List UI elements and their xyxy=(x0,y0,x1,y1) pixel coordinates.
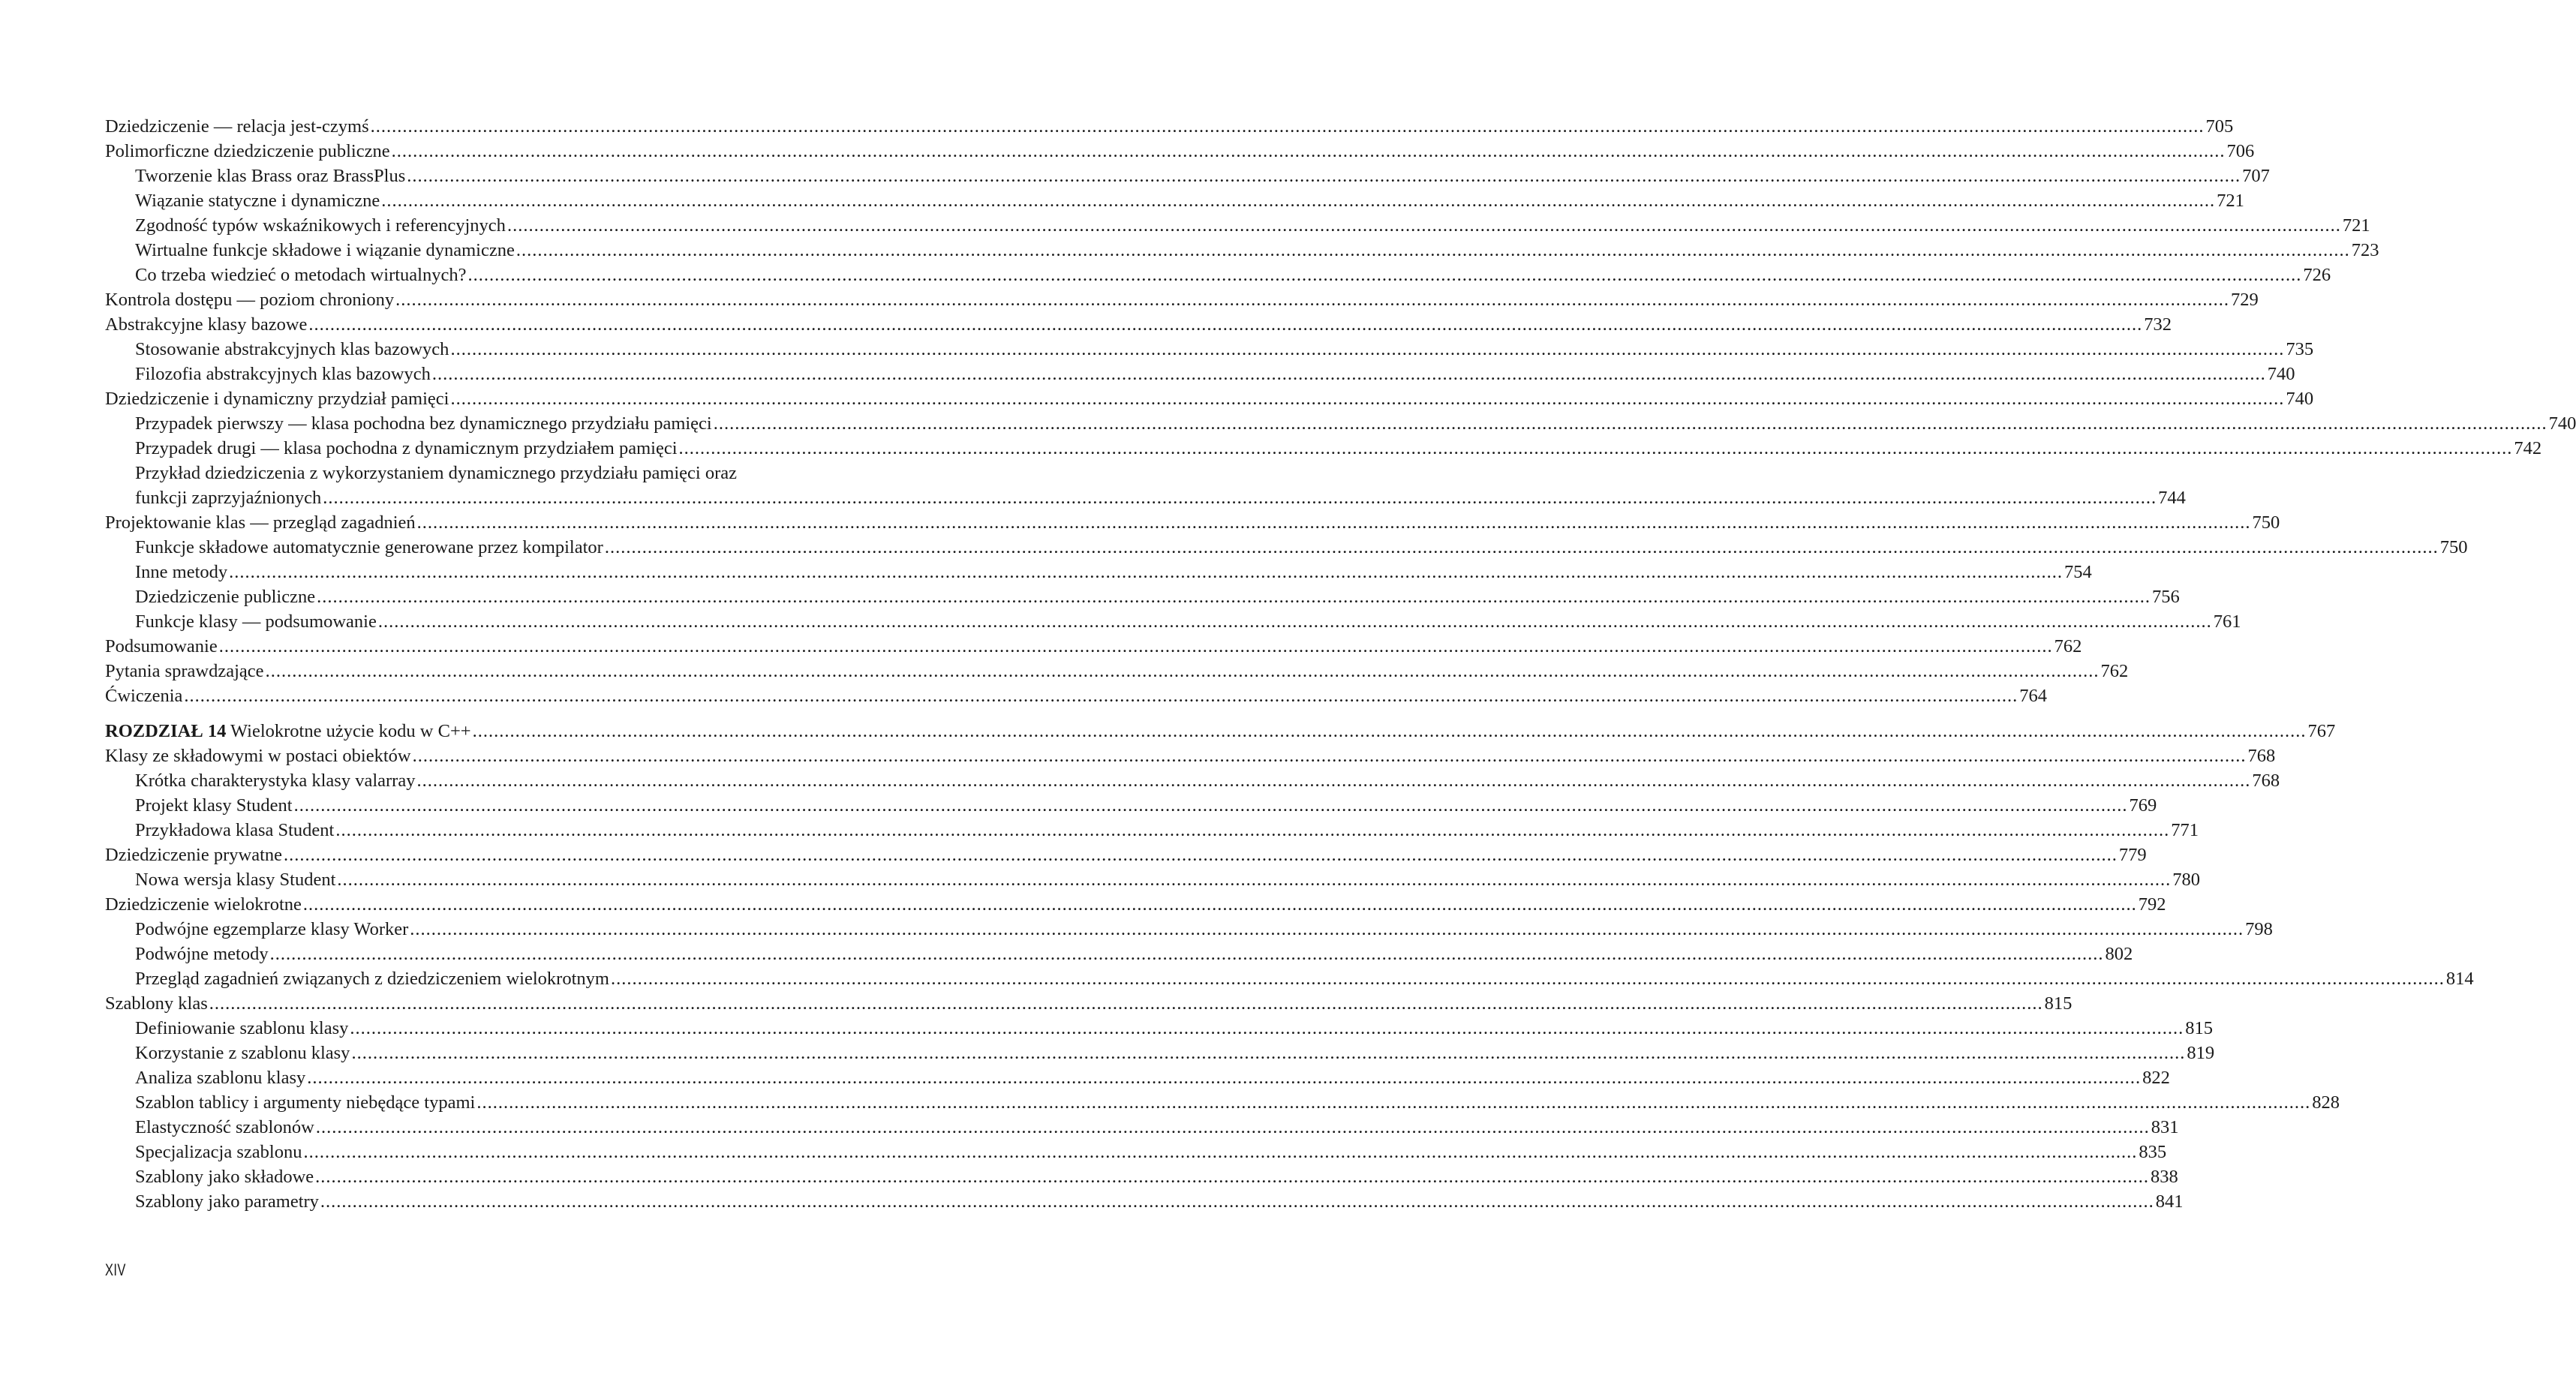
dot-leader xyxy=(323,485,2157,510)
dot-leader xyxy=(468,263,2302,287)
page-number-folio: XIV xyxy=(105,1260,126,1279)
toc-page-number: 841 xyxy=(2155,1191,2184,1212)
toc-entry xyxy=(105,510,2280,535)
toc-page-number: 732 xyxy=(2144,314,2172,335)
toc-subentry xyxy=(105,188,2244,213)
toc-subentry xyxy=(105,164,2270,188)
toc-entry-title: Klasy ze składowymi w postaci obiektów xyxy=(105,746,411,766)
toc-page-number: 814 xyxy=(2445,969,2474,989)
toc-page-number: 831 xyxy=(2151,1117,2179,1137)
toc-entry-title: Przykładowa klasa Student xyxy=(135,820,335,840)
dot-leader xyxy=(432,362,2266,386)
toc-subentry xyxy=(105,485,2186,510)
toc-entry-title: Przypadek pierwszy — klasa pochodna bez dynamicznego przydziału pamięci xyxy=(135,413,712,434)
toc-entry-title: Szablony klas xyxy=(105,993,208,1014)
dot-leader xyxy=(410,917,2244,942)
dot-leader xyxy=(303,1140,2137,1164)
toc-entry-title: Zgodność typów wskaźnikowych i referencyjnych xyxy=(135,215,506,236)
toc-subentry xyxy=(105,560,2092,584)
toc-subentry xyxy=(105,793,2157,818)
toc-page-number: 721 xyxy=(2342,215,2370,236)
toc-page-number: 762 xyxy=(2100,661,2129,681)
toc-page-number: 835 xyxy=(2139,1142,2167,1162)
toc-entry-title: Ćwiczenia xyxy=(105,686,183,706)
dot-leader xyxy=(266,659,2100,683)
toc-page-number: 761 xyxy=(2213,611,2241,632)
dot-leader xyxy=(450,386,2284,411)
toc-subentry xyxy=(105,213,2370,238)
toc-subentry xyxy=(105,535,2468,560)
toc-chapter-entry xyxy=(105,719,2336,744)
toc-subentry xyxy=(105,337,2314,362)
toc-page-number: 750 xyxy=(2252,512,2280,533)
toc-entry-title: Dziedziczenie prywatne xyxy=(105,845,283,865)
dot-leader xyxy=(407,164,2241,188)
toc-entry xyxy=(105,634,2082,659)
toc-page-number: 819 xyxy=(2187,1043,2215,1063)
toc-subentry xyxy=(105,1140,2167,1164)
toc-entry xyxy=(105,843,2147,867)
toc-page-number: 705 xyxy=(2205,116,2234,137)
toc-entry xyxy=(105,287,2259,312)
dot-leader xyxy=(416,768,2250,793)
toc-subentry xyxy=(105,238,2379,263)
toc-page-number: 768 xyxy=(2252,771,2280,791)
toc-entry xyxy=(105,683,2048,708)
dot-leader xyxy=(351,1041,2185,1065)
toc-subentry xyxy=(105,263,2331,287)
toc-page-number: 838 xyxy=(2151,1167,2178,1187)
toc-subentry xyxy=(105,917,2273,942)
toc-page-number: 740 xyxy=(2267,364,2295,384)
toc-entry-title: Stosowanie abstrakcyjnych klas bazowych xyxy=(135,339,449,359)
dot-leader xyxy=(316,1115,2150,1140)
dot-leader xyxy=(381,188,2215,213)
toc-page-number: 764 xyxy=(2019,686,2048,706)
toc-subentry xyxy=(105,1016,2214,1041)
toc-entry-title: Funkcje klasy — podsumowanie xyxy=(135,611,377,632)
toc-page-number: 729 xyxy=(2231,290,2259,310)
dot-leader xyxy=(473,719,2307,744)
toc-entry-title: Projektowanie klas — przegląd zagadnień xyxy=(105,512,416,533)
dot-leader xyxy=(417,510,2251,535)
toc-entry-title: Funkcje składowe automatycznie generowane przez kompilator xyxy=(135,537,603,557)
toc-page-number: 707 xyxy=(2242,166,2270,186)
toc-subentry xyxy=(105,411,2576,436)
toc-entry-title: Co trzeba wiedzieć o metodach wirtualnych? xyxy=(135,265,467,285)
dot-leader xyxy=(413,744,2247,768)
toc-entry xyxy=(105,139,2255,164)
toc-entry-title: Dziedziczenie i dynamiczny przydział pamięci xyxy=(105,389,449,409)
dot-leader xyxy=(450,337,2284,362)
toc-entry-title: Inne metody xyxy=(135,562,228,582)
toc-entry-title: Filozofia abstrakcyjnych klas bazowych xyxy=(135,364,431,384)
toc-subentry xyxy=(105,1115,2179,1140)
toc-entry-title xyxy=(105,719,471,744)
dot-leader xyxy=(371,114,2205,139)
toc-subentry xyxy=(105,867,2201,892)
toc-page-number: 726 xyxy=(2303,265,2331,285)
toc-subentry xyxy=(105,362,2295,386)
toc-subentry xyxy=(105,1065,2170,1090)
toc-page-number: 828 xyxy=(2312,1092,2340,1113)
toc-entry-title: Polimorficzne dziedziczenie publiczne xyxy=(105,141,390,161)
toc-subentry xyxy=(105,768,2280,793)
dot-leader xyxy=(507,213,2341,238)
toc-entry-title: Projekt klasy Student xyxy=(135,795,293,816)
toc-page-number: 792 xyxy=(2138,894,2166,915)
dot-leader xyxy=(320,1189,2154,1214)
toc-entry-title: Tworzenie klas Brass oraz BrassPlus xyxy=(135,166,406,186)
toc-entry xyxy=(105,114,2234,139)
toc-entry-title: Dziedziczenie wielokrotne xyxy=(105,894,302,915)
toc-page-number: 754 xyxy=(2064,562,2092,582)
toc-subentry xyxy=(105,966,2474,991)
toc-entry xyxy=(105,744,2276,768)
toc-page-number: 767 xyxy=(2307,721,2336,741)
toc-entry-title: Szablony jako parametry xyxy=(135,1191,319,1212)
toc-page-number: 756 xyxy=(2151,587,2180,607)
toc-page-number: 742 xyxy=(2514,438,2542,458)
dot-leader xyxy=(679,436,2513,461)
toc-page-number: 769 xyxy=(2129,795,2157,816)
dot-leader xyxy=(307,1065,2141,1090)
toc-entry xyxy=(105,386,2314,411)
toc-page-number: 744 xyxy=(2158,488,2186,508)
dot-leader xyxy=(315,1164,2149,1189)
toc-entry-title: Szablon tablicy i argumenty niebędące typami xyxy=(135,1092,476,1113)
toc-entry-title: Specjalizacja szablonu xyxy=(135,1142,302,1162)
toc-page-number: 779 xyxy=(2118,845,2147,865)
toc-subentry xyxy=(105,1189,2184,1214)
toc-page-number: 815 xyxy=(2044,993,2073,1014)
chapter-label: ROZDZIAŁ 14 xyxy=(105,721,227,741)
dot-leader xyxy=(270,942,2104,966)
toc-entry-title: Wirtualne funkcje składowe i wiązanie dynamiczne xyxy=(135,240,515,260)
dot-leader xyxy=(335,818,2169,843)
toc-entry-title: Nowa wersja klasy Student xyxy=(135,870,336,890)
toc-page-number: 750 xyxy=(2439,537,2468,557)
toc-entry-title: Przypadek drugi — klasa pochodna z dynamicznym przydziałem pamięci xyxy=(135,438,678,458)
toc-subentry xyxy=(105,436,2542,461)
toc-subentry xyxy=(105,584,2180,609)
toc-page-number: 798 xyxy=(2245,919,2273,939)
toc-subentry xyxy=(105,942,2133,966)
dot-leader xyxy=(605,535,2439,560)
dot-leader xyxy=(337,867,2171,892)
dot-leader xyxy=(303,892,2137,917)
toc-entry-title: Podsumowanie xyxy=(105,636,218,656)
toc-page-number: 735 xyxy=(2286,339,2314,359)
dot-leader xyxy=(294,793,2128,818)
toc-subentry xyxy=(105,609,2241,634)
dot-leader xyxy=(184,683,2018,708)
toc-subentry xyxy=(105,1164,2178,1189)
toc-entry xyxy=(105,312,2172,337)
dot-leader xyxy=(219,634,2053,659)
toc-entry-title: Korzystanie z szablonu klasy xyxy=(135,1043,350,1063)
dot-leader xyxy=(308,312,2142,337)
toc-entry-title: funkcji zaprzyjaźnionych xyxy=(135,488,322,508)
toc-page-number: 802 xyxy=(2105,944,2133,964)
table-of-contents xyxy=(105,114,2576,1214)
toc-entry-title: Dziedziczenie publiczne xyxy=(135,587,316,607)
toc-entry-title: Elastyczność szablonów xyxy=(135,1117,314,1137)
toc-page-number: 706 xyxy=(2226,141,2255,161)
dot-leader xyxy=(317,584,2151,609)
toc-subentry xyxy=(105,1090,2340,1115)
toc-page-number: 740 xyxy=(2286,389,2314,409)
dot-leader xyxy=(395,287,2229,312)
toc-entry-title: Podwójne metody xyxy=(135,944,269,964)
toc-entry-title: Abstrakcyjne klasy bazowe xyxy=(105,314,308,335)
toc-page-number: 822 xyxy=(2142,1068,2170,1088)
toc-entry-title: Krótka charakterystyka klasy valarray xyxy=(135,771,416,791)
toc-page-number: 740 xyxy=(2548,413,2576,434)
chapter-title: Wielokrotne użycie kodu w C++ xyxy=(230,721,471,741)
dot-leader xyxy=(284,843,2118,867)
toc-entry-title: Szablony jako składowe xyxy=(135,1167,314,1187)
dot-leader xyxy=(476,1090,2310,1115)
toc-page-number: 768 xyxy=(2247,746,2276,766)
toc-page-number: 723 xyxy=(2351,240,2379,260)
toc-page-number: 780 xyxy=(2172,870,2201,890)
toc-subentry xyxy=(105,461,837,485)
dot-leader xyxy=(209,991,2043,1016)
toc-entry-title: Kontrola dostępu — poziom chroniony xyxy=(105,290,395,310)
toc-entry-title: Przykład dziedziczenia z wykorzystaniem dynamicznego przydziału pamięci oraz xyxy=(135,463,738,483)
toc-entry-title: Definiowanie szablonu klasy xyxy=(135,1018,349,1038)
toc-page-number: 771 xyxy=(2171,820,2199,840)
toc-subentry xyxy=(105,818,2199,843)
dot-leader xyxy=(229,560,2063,584)
toc-entry-title: Podwójne egzemplarze klasy Worker xyxy=(135,919,409,939)
toc-entry xyxy=(105,892,2166,917)
dot-leader xyxy=(392,139,2226,164)
toc-page-number: 762 xyxy=(2054,636,2082,656)
toc-entry-title: Wiązanie statyczne i dynamiczne xyxy=(135,191,380,211)
toc-entry-title: Analiza szablonu klasy xyxy=(135,1068,306,1088)
dot-leader xyxy=(516,238,2350,263)
toc-entry-title: Przegląd zagadnień związanych z dziedziczeniem wielokrotnym xyxy=(135,969,609,989)
toc-subentry xyxy=(105,1041,2215,1065)
toc-entry-title: Pytania sprawdzające xyxy=(105,661,264,681)
toc-page-number: 721 xyxy=(2217,191,2244,211)
dot-leader xyxy=(378,609,2212,634)
toc-entry xyxy=(105,659,2129,683)
dot-leader xyxy=(714,411,2547,436)
dot-leader xyxy=(611,966,2445,991)
toc-entry xyxy=(105,991,2073,1016)
toc-page-number: 815 xyxy=(2185,1018,2214,1038)
toc-entry-title: Dziedziczenie — relacja jest-czymś xyxy=(105,116,369,137)
dot-leader xyxy=(350,1016,2184,1041)
